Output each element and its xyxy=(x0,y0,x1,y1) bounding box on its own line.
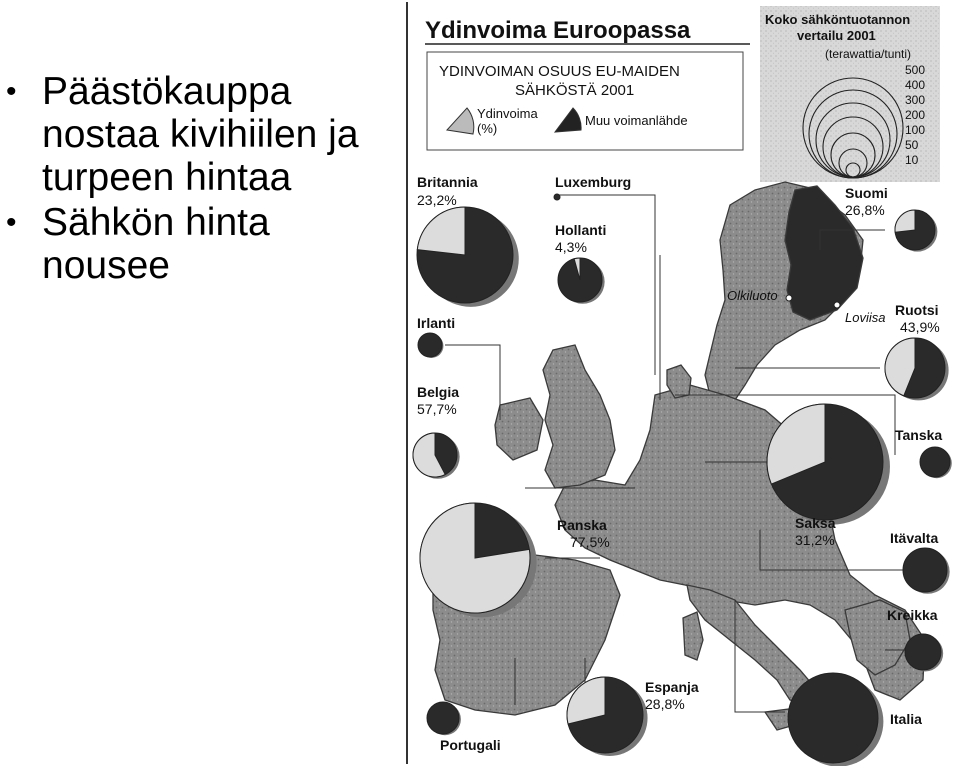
scale-title-line2: vertailu 2001 xyxy=(797,28,876,43)
label-saksa: Saksa xyxy=(795,515,836,531)
scale-value: 400 xyxy=(905,78,926,92)
scale-value: 200 xyxy=(905,108,926,122)
label-tanska: Tanska xyxy=(895,427,943,443)
value-suomi: 26,8% xyxy=(845,202,885,218)
bullet-list xyxy=(0,70,400,289)
scale-value: 100 xyxy=(905,123,926,137)
legend-subtitle-line2: SÄHKÖSTÄ 2001 xyxy=(515,82,635,99)
newspaper-clipping xyxy=(405,0,958,766)
bullet-item xyxy=(0,201,400,287)
clipping-image xyxy=(405,0,958,766)
bullet-dot-icon: • xyxy=(6,206,17,239)
pie-other-slice xyxy=(905,634,941,670)
scale-unit: (terawattia/tunti) xyxy=(825,47,912,61)
olkiluoto-marker-icon xyxy=(786,295,792,301)
value-saksa: 31,2% xyxy=(795,532,835,548)
label-portugali: Portugali xyxy=(440,737,501,753)
label-luxemburg: Luxemburg xyxy=(555,174,632,190)
value-espanja: 28,8% xyxy=(645,696,685,712)
bullet-dot-icon: • xyxy=(6,75,17,108)
map-ireland xyxy=(495,398,543,460)
pie-luxemburg xyxy=(554,194,560,200)
bullet-text: Päästökauppa nostaa kivihiilen ja turpeen hintaa xyxy=(42,70,359,199)
label-belgia: Belgia xyxy=(417,384,460,400)
label-irlanti: Irlanti xyxy=(417,315,456,331)
label-olkiluoto: Olkiluoto xyxy=(727,288,778,303)
label-espanja: Espanja xyxy=(645,679,699,695)
label-hollanti: Hollanti xyxy=(555,222,607,238)
pie-other-slice xyxy=(920,447,950,477)
label-ranska: Ranska xyxy=(557,517,607,533)
scale-value: 500 xyxy=(905,63,926,77)
label-loviisa: Loviisa xyxy=(845,310,886,325)
scale-title-line1: Koko sähköntuotannon xyxy=(765,12,911,27)
label-ruotsi: Ruotsi xyxy=(895,302,939,318)
bullet-item xyxy=(0,70,400,199)
value-ranska: 77,5% xyxy=(570,534,610,550)
label-kreikka: Kreikka xyxy=(887,607,938,623)
bullet-text: Sähkön hinta nousee xyxy=(42,201,270,287)
legend-nuclear-label: Ydinvoima xyxy=(477,106,538,121)
value-hollanti: 4,3% xyxy=(555,239,587,255)
pie-other-slice xyxy=(418,333,442,357)
scale-value: 50 xyxy=(905,138,919,152)
pie-other-slice xyxy=(788,673,878,763)
label-britannia: Britannia xyxy=(417,174,478,190)
scale-value: 10 xyxy=(905,153,919,167)
value-belgia: 57,7% xyxy=(417,401,457,417)
loviisa-marker-icon xyxy=(834,302,840,308)
label-itavalta: Itävalta xyxy=(890,530,939,546)
clipping-title: Ydinvoima Euroopassa xyxy=(425,17,691,44)
pie-other-slice xyxy=(427,702,459,734)
value-ruotsi: 43,9% xyxy=(900,319,940,335)
legend-subtitle-line1: YDINVOIMAN OSUUS EU-MAIDEN xyxy=(439,63,680,80)
pie-other-slice xyxy=(554,194,560,200)
pie-other-slice xyxy=(903,548,947,592)
scale-value: 300 xyxy=(905,93,926,107)
label-italia: Italia xyxy=(890,711,922,727)
label-suomi: Suomi xyxy=(845,185,888,201)
legend-nuclear-unit: (%) xyxy=(477,121,498,136)
value-britannia: 23,2% xyxy=(417,192,457,208)
legend-other-label: Muu voimanlähde xyxy=(585,113,688,128)
